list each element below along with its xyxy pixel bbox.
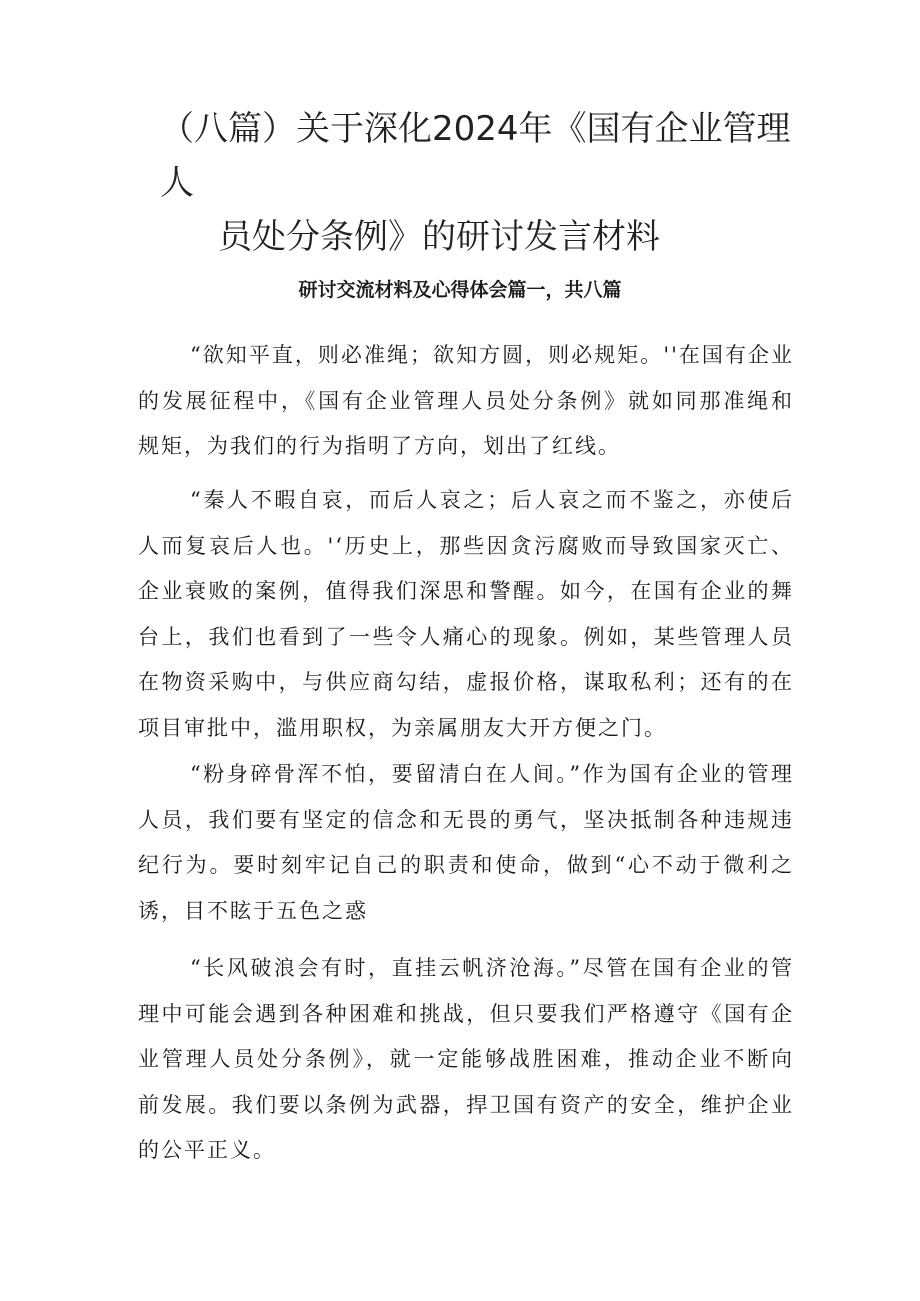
section-subtitle: 研讨交流材料及心得体会篇一，共八篇	[298, 279, 622, 301]
paragraph-4: “长风破浪会有时，直挂云帆济沧海。”尽管在国有企业的管理中可能会遇到各种困难和挑战，但只要我们严格遵守《国有企业管理人员处分条例》，就一定能够战胜困难，推动企业不断向前发展。我们要以条例为武器，捍卫国有资产的安全，维护企业的公平正义。	[138, 956, 794, 1163]
paragraph-3: “粉身碎骨浑不怕，要留清白在人间。”作为国有企业的管理人员，我们要有坚定的信念和无畏的勇气，坚决抵制各种违规违纪行为。要时刻牢记自己的职责和使命，做到“心不动于微利之诱，目不眩于五色之惑	[138, 762, 794, 923]
title-line-2: 员处分条例》的研讨发言材料	[218, 217, 660, 257]
paragraph-2: “秦人不暇自哀，而后人哀之；后人哀之而不鉴之，亦使后人而复哀后人也。'‘历史上，那些因贪污腐败而导致国家灭亡、企业衰败的案例，值得我们深思和警醒。如今，在国有企业的舞台上，我们也看到了一些令人痛心的现象。例如，某些管理人员在物资采购中，与供应商勾结，虚报价格，谋取私利；还有的在项目审批中，滥用职权，为亲属朋友大开方便之门。	[138, 488, 794, 740]
paragraph-1: “欲知平直，则必准绳；欲知方圆，则必规矩。''在国有企业的发展征程中，《国有企业管理人员处分条例》就如同那准绳和规矩，为我们的行为指明了方向，划出了红线。	[138, 343, 794, 459]
document-title	[160, 102, 820, 264]
title-line-1: （八篇）关于深化2024年《国有企业管理人	[160, 109, 791, 203]
